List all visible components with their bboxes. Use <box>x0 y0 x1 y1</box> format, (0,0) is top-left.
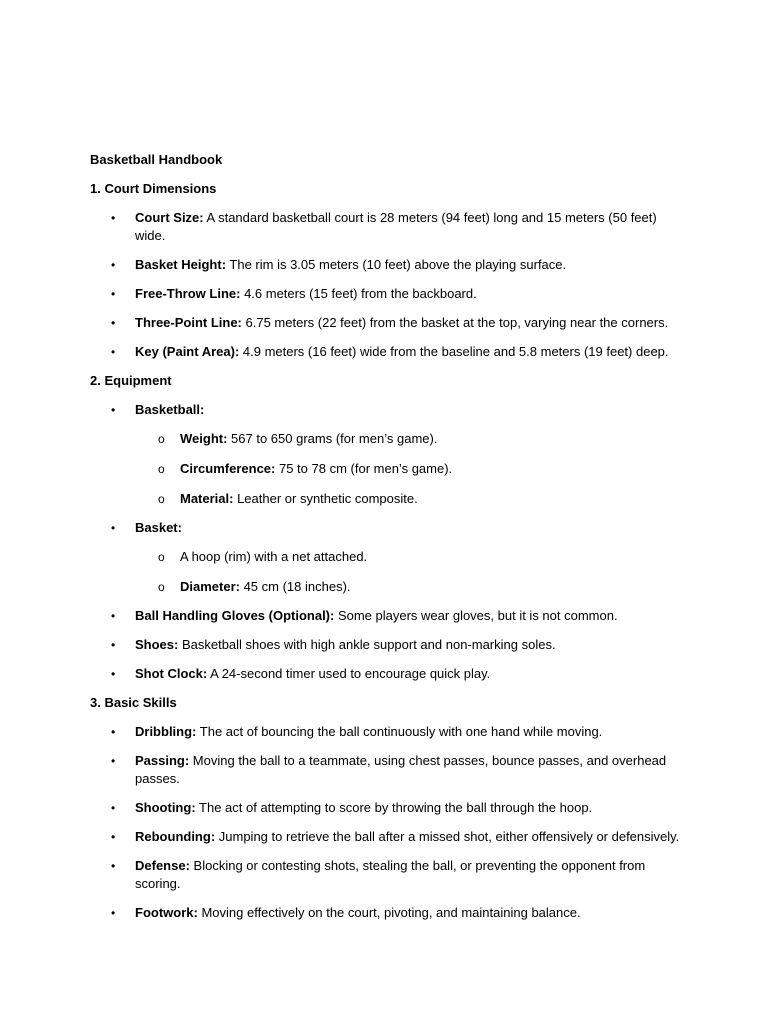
list-item <box>90 285 680 303</box>
sub-bullet-icon: o <box>158 492 165 506</box>
item-label: Basket Height: <box>135 257 227 272</box>
item-label: Basket: <box>135 520 182 535</box>
bullet-list <box>90 209 680 361</box>
bullet-icon: • <box>111 609 116 623</box>
item-text: Moving effectively on the court, pivoting, and maintaining balance. <box>197 905 581 920</box>
item-text: The rim is 3.05 meters (10 feet) above the playing surface. <box>226 257 567 272</box>
list-item <box>90 904 680 922</box>
sub-item-text: 75 to 78 cm (for men’s game). <box>275 461 453 476</box>
item-text: Jumping to retrieve the ball after a missed shot, either offensively or defensively. <box>215 829 680 844</box>
bullet-list <box>90 723 680 922</box>
item-label: Three-Point Line: <box>135 315 242 330</box>
sub-list-item <box>135 548 680 566</box>
section-heading: 2. Equipment <box>90 373 172 388</box>
item-label: Basketball: <box>135 402 205 417</box>
section-heading: 3. Basic Skills <box>90 695 177 710</box>
item-text: Basketball shoes with high ankle support and non-marking soles. <box>178 637 556 652</box>
sub-item-label: Diameter: <box>180 579 240 594</box>
list-item <box>90 401 680 508</box>
item-label: Ball Handling Gloves (Optional): <box>135 608 335 623</box>
item-label: Footwork: <box>135 905 198 920</box>
sub-item-label: Circumference: <box>180 461 276 476</box>
item-label: Court Size: <box>135 210 204 225</box>
sub-item-label: Material: <box>180 491 234 506</box>
list-item <box>90 857 680 893</box>
item-label: Shoes: <box>135 637 179 652</box>
sub-item-text: A hoop (rim) with a net attached. <box>180 549 368 564</box>
item-label: Shot Clock: <box>135 666 208 681</box>
bullet-icon: • <box>111 906 116 920</box>
item-label: Passing: <box>135 753 190 768</box>
list-item <box>90 343 680 361</box>
bullet-icon: • <box>111 830 116 844</box>
list-item <box>90 752 680 788</box>
list-item <box>90 636 680 654</box>
bullet-icon: • <box>111 667 116 681</box>
item-text: 4.9 meters (16 feet) wide from the baseline and 5.8 meters (19 feet) deep. <box>239 344 669 359</box>
bullet-list <box>90 401 680 683</box>
bullet-icon: • <box>111 287 116 301</box>
sub-list-item <box>135 578 680 596</box>
bullet-icon: • <box>111 725 116 739</box>
document-title: Basketball Handbook <box>90 152 223 167</box>
item-text: The act of attempting to score by throwing the ball through the hoop. <box>195 800 593 815</box>
bullet-icon: • <box>111 859 116 873</box>
sub-list-item <box>135 490 680 508</box>
document-page <box>90 151 680 933</box>
bullet-icon: • <box>111 211 116 225</box>
sub-list-item <box>135 460 680 478</box>
item-text: A 24-second timer used to encourage quick play. <box>207 666 491 681</box>
item-text: The act of bouncing the ball continuously with one hand while moving. <box>196 724 603 739</box>
sub-item-label: Weight: <box>180 431 228 446</box>
bullet-icon: • <box>111 258 116 272</box>
item-text: Blocking or contesting shots, stealing the ball, or preventing the opponent from scoring. <box>135 858 646 891</box>
item-text: 6.75 meters (22 feet) from the basket at the top, varying near the corners. <box>241 315 669 330</box>
sub-bullet-icon: o <box>158 462 165 476</box>
sub-list-item <box>135 430 680 448</box>
list-item <box>90 607 680 625</box>
list-item <box>90 665 680 683</box>
sub-bullet-icon: o <box>158 432 165 446</box>
list-item <box>90 799 680 817</box>
list-item <box>90 828 680 846</box>
sub-item-text: 45 cm (18 inches). <box>239 579 351 594</box>
item-text: A standard basketball court is 28 meters (94 feet) long and 15 meters (50 feet) wide. <box>135 210 657 243</box>
list-item <box>90 519 680 596</box>
bullet-icon: • <box>111 801 116 815</box>
item-label: Shooting: <box>135 800 196 815</box>
sub-item-text: 567 to 650 grams (for men’s game). <box>227 431 438 446</box>
list-item <box>90 209 680 245</box>
bullet-icon: • <box>111 521 116 535</box>
item-label: Key (Paint Area): <box>135 344 240 359</box>
sub-item-text: Leather or synthetic composite. <box>233 491 418 506</box>
item-text: Some players wear gloves, but it is not common. <box>334 608 618 623</box>
bullet-icon: • <box>111 638 116 652</box>
item-text: 4.6 meters (15 feet) from the backboard. <box>240 286 477 301</box>
item-label: Rebounding: <box>135 829 216 844</box>
sub-bullet-list <box>135 430 680 508</box>
document-sections <box>90 180 680 922</box>
bullet-icon: • <box>111 345 116 359</box>
sub-bullet-list <box>135 548 680 596</box>
bullet-icon: • <box>111 754 116 768</box>
bullet-icon: • <box>111 403 116 417</box>
list-item <box>90 723 680 741</box>
sub-bullet-icon: o <box>158 550 165 564</box>
sub-bullet-icon: o <box>158 580 165 594</box>
item-label: Free-Throw Line: <box>135 286 241 301</box>
section-heading: 1. Court Dimensions <box>90 181 217 196</box>
bullet-icon: • <box>111 316 116 330</box>
item-text: Moving the ball to a teammate, using chest passes, bounce passes, and overhead passes. <box>135 753 667 786</box>
list-item <box>90 256 680 274</box>
list-item <box>90 314 680 332</box>
item-label: Defense: <box>135 858 190 873</box>
item-label: Dribbling: <box>135 724 197 739</box>
